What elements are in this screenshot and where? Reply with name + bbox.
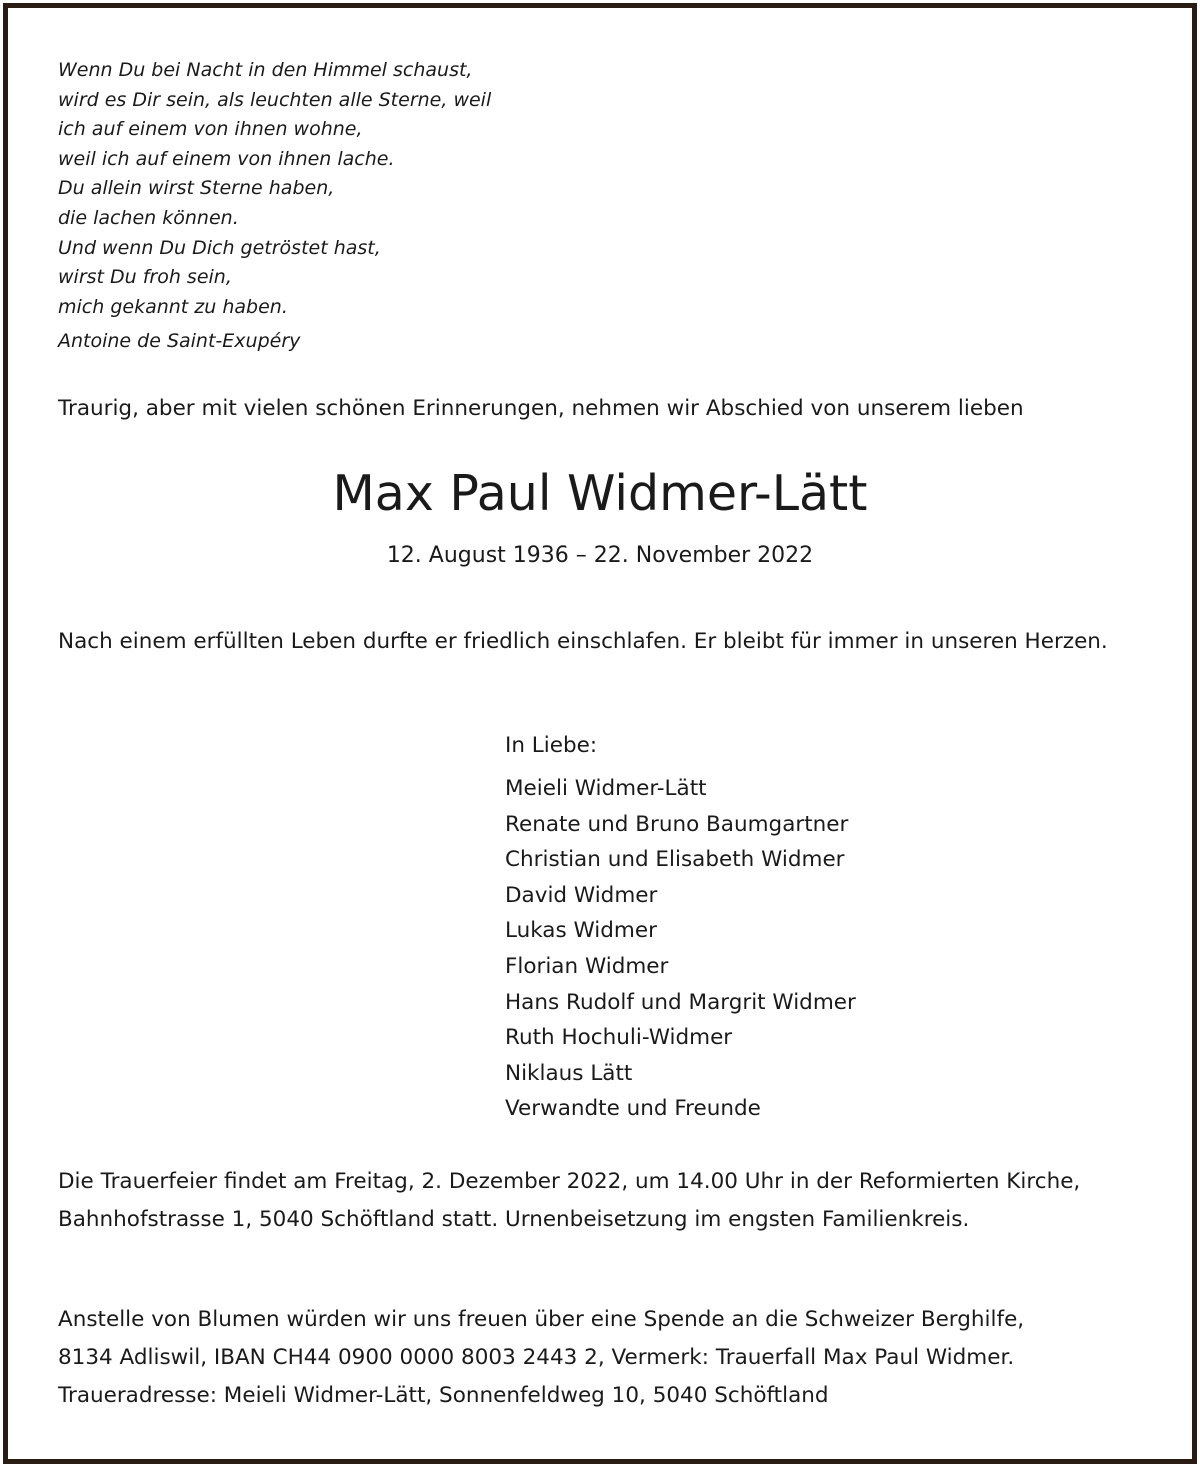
mourner-name: Meieli Widmer-Lätt — [505, 776, 707, 801]
donation-line: Anstelle von Blumen würden wir uns freuen über eine Spende an die Schweizer Berghilfe, — [58, 1307, 1025, 1332]
intro-text: Traurig, aber mit vielen schönen Erinnerungen, nehmen wir Abschied von unserem lieben — [58, 396, 1024, 421]
poem-line: wirst Du froh sein, — [58, 266, 232, 289]
poem-line: ich auf einem von ihnen wohne, — [58, 118, 363, 141]
mourners-list — [505, 771, 856, 1127]
mourner-name: Verwandte und Freunde — [505, 1096, 761, 1122]
mourners-label: In Liebe: — [505, 733, 598, 758]
mourner-name: Ruth Hochuli-Widmer — [505, 1025, 733, 1051]
donation-line: 8134 Adliswil, IBAN CH44 0900 0000 8003 2443 2, Vermerk: Trauerfall Max Paul Widmer. — [58, 1345, 1015, 1370]
ceremony-line: Bahnhofstrasse 1, 5040 Schöftland statt. Urnenbeisetzung im engsten Familienkreis. — [58, 1207, 970, 1232]
mourner-name: David Widmer — [505, 882, 658, 908]
mourner-name: Lukas Widmer — [505, 918, 657, 944]
poem-line: mich gekannt zu haben. — [58, 295, 288, 318]
poem-line: Und wenn Du Dich getröstet hast, — [58, 236, 381, 259]
poem-line: wird es Dir sein, als leuchten alle Sterne, weil — [58, 88, 492, 111]
life-dates: 12. August 1936 – 22. November 2022 — [386, 543, 814, 568]
address-line: Traueradresse: Meieli Widmer-Lätt, Sonnenfeldweg 10, 5040 Schöftland — [58, 1383, 829, 1408]
farewell-message: Nach einem erfüllten Leben durfte er friedlich einschlafen. Er bleibt für immer in unseren Herzen. — [58, 629, 1108, 654]
deceased-name: Max Paul Widmer-Lätt — [332, 465, 868, 522]
mourner-name: Niklaus Lätt — [505, 1060, 633, 1086]
poem-line: Wenn Du bei Nacht in den Himmel schaust, — [58, 59, 473, 81]
mourner-name: Renate und Bruno Baumgartner — [505, 811, 849, 837]
poem-author: Antoine de Saint-Exupéry — [58, 330, 301, 352]
mourning-address — [58, 1377, 829, 1415]
donation-info — [58, 1301, 1024, 1377]
ceremony-line: Die Trauerfeier findet am Freitag, 2. Dezember 2022, um 14.00 Uhr in der Reformierten Kirche, — [58, 1169, 1081, 1194]
mourner-name: Florian Widmer — [505, 953, 669, 979]
poem — [58, 56, 491, 322]
ceremony-info — [58, 1163, 1080, 1239]
mourner-name: Christian und Elisabeth Widmer — [505, 847, 845, 873]
poem-line: die lachen können. — [58, 206, 239, 229]
mourner-name: Hans Rudolf und Margrit Widmer — [505, 989, 856, 1015]
poem-line: weil ich auf einem von ihnen lache. — [58, 147, 395, 170]
poem-line: Du allein wirst Sterne haben, — [58, 177, 335, 200]
